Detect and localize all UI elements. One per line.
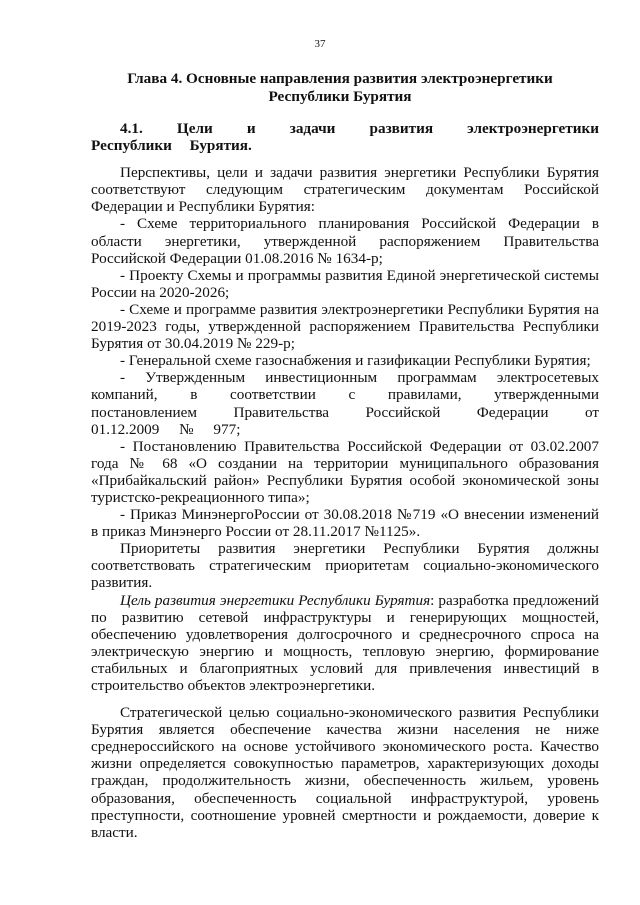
goal-label: Цель развития энергетики Республики Бурятия (120, 591, 431, 609)
document-item-3: - Схеме и программе развития электроэнергетики Республики Бурятия на 2019-2023 годы, утвержденной распоряжением Правительства Республики Бурятия от 30.04.2019 № 229-р; (91, 300, 599, 353)
priorities-paragraph: Приоритеты развития энергетики Республики Бурятия должны соответствовать стратегическим приоритетам социально-экономического развития. (91, 540, 599, 592)
chapter-title (120, 70, 560, 106)
document-item-4: - Генеральной схеме газоснабжения и газификации Республики Бурятия; (120, 352, 591, 370)
document-item-7: - Приказ МинэнергоРоссии от 30.08.2018 №719 «О внесении изменений в приказ Минэнерго России от 28.11.2017 №1125». (91, 506, 599, 541)
strategic-goal-paragraph: Стратегической целью социально-экономического развития Республики Бурятия является обеспечение качества жизни населения не ниже среднероссийского на основе устойчивого экономического роста. Качество жизни определяется совокупностью параметров, характеризующих доходы граждан, продолжительность жизни, обеспеченность жильем, уровень образования, обеспеченность социальной инфраструктурой, уровень преступности, соотношение уровней смертности и рождаемости, доверие к власти. (91, 704, 599, 841)
document-item-1: - Схеме территориального планирования Российской Федерации в области энергетики, утвержденной распоряжением Правительства Российской Федерации 01.08.2016 № 1634-р; (91, 215, 599, 267)
document-body (91, 120, 599, 841)
document-item-2: - Проекту Схемы и программы развития Единой энергетической системы России на 2020-2026; (91, 266, 599, 301)
goal-paragraph (91, 592, 599, 695)
document-item-5: - Утвержденным инвестиционным программам электросетевых компаний, в соответствии с правилами, утвержденными постановлением Правительства Российской Федерации от 01.12.2009 № 977; (91, 369, 599, 438)
page-number: 37 (314, 38, 326, 50)
intro-paragraph: Перспективы, цели и задачи развития энергетики Республики Бурятия соответствуют следующим стратегическим документам Российской Федерации и Республики Бурятия: (91, 164, 599, 216)
chapter-title-line1: Глава 4. Основные направления развития электроэнергетики (127, 70, 553, 87)
goal-text: : разработка предложений по развитию сетевой инфраструктуры и генерирующих мощностей, обеспечению удовлетворения долгосрочного и среднесрочного спроса на электрическую энергию и мощность, тепловую энергию, формирование стабильных и благоприятных условий для привлечения инвестиций в строительство объектов электроэнергетики. (91, 591, 599, 694)
chapter-title-line2: Республики Бурятия (268, 88, 412, 105)
section-heading: 4.1. Цели и задачи развития электроэнергетики Республики Бурятия. (91, 120, 599, 155)
document-item-6: - Постановлению Правительства Российской Федерации от 03.02.2007 года № 68 «О создании на территории муниципального образования «Прибайкальский район» Республики Бурятия особой экономической зоны туристско-рекреационного типа»; (91, 437, 599, 506)
